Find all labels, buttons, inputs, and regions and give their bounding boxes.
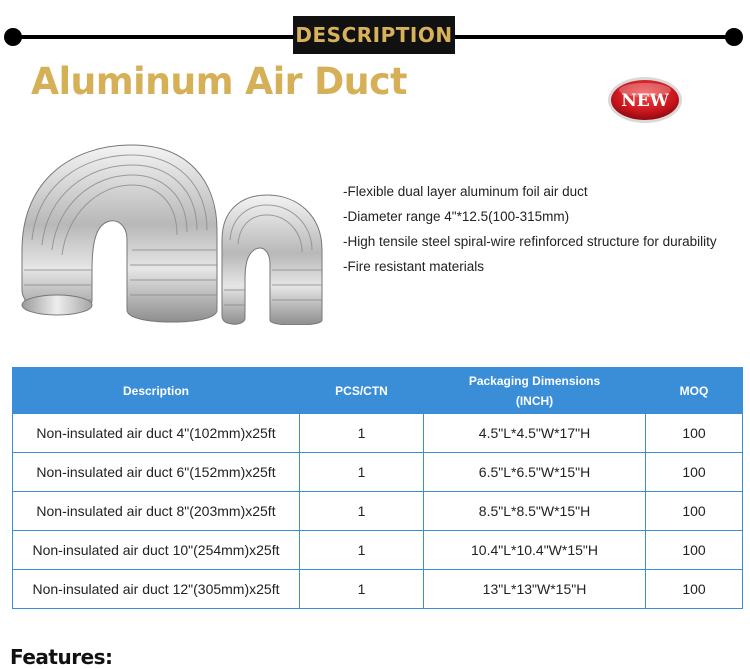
bullet-item: -Diameter range 4"*12.5(100-315mm) [343, 209, 570, 224]
cell-description: Non-insulated air duct 4"(102mm)x25ft [13, 414, 300, 453]
cell-pcs: 1 [300, 453, 424, 492]
cell-moq: 100 [646, 531, 743, 570]
table-row [13, 414, 743, 453]
cell-pcs: 1 [300, 531, 424, 570]
cell-moq: 100 [646, 414, 743, 453]
cell-dims: 6.5"L*6.5"W*15"H [424, 453, 646, 492]
table-row [13, 570, 743, 609]
features-heading: Features: [10, 645, 113, 669]
new-badge [606, 75, 684, 125]
cell-dims: 4.5"L*4.5"W*17"H [424, 414, 646, 453]
cell-dims: 10.4"L*10.4"W*15"H [424, 531, 646, 570]
product-title: Aluminum Air Duct [31, 60, 407, 103]
feature-bullets [343, 183, 717, 283]
header-packaging-line1: Packaging Dimensions [468, 373, 601, 388]
header-pcs-ctn: PCS/CTN [300, 368, 424, 414]
bullet-item: -High tensile steel spiral-wire refinforced structure for durability [343, 234, 717, 249]
table-row [13, 492, 743, 531]
cell-description: Non-insulated air duct 10"(254mm)x25ft [13, 531, 300, 570]
cell-moq: 100 [646, 453, 743, 492]
cell-pcs: 1 [300, 414, 424, 453]
table-header-row [13, 368, 743, 414]
table-row [13, 453, 743, 492]
banner-dot-left [4, 28, 22, 46]
header-packaging-line2: (INCH) [515, 393, 554, 408]
cell-description: Non-insulated air duct 8"(203mm)x25ft [13, 492, 300, 531]
cell-dims: 8.5"L*8.5"W*15"H [424, 492, 646, 531]
cell-description: Non-insulated air duct 12"(305mm)x25ft [13, 570, 300, 609]
cell-description: Non-insulated air duct 6"(152mm)x25ft [13, 453, 300, 492]
header-moq: MOQ [646, 368, 743, 414]
cell-pcs: 1 [300, 570, 424, 609]
header-description: Description [13, 368, 300, 414]
banner-dot-right [725, 28, 743, 46]
cell-pcs: 1 [300, 492, 424, 531]
header-packaging [424, 368, 646, 414]
description-banner: DESCRIPTION [293, 16, 455, 54]
cell-moq: 100 [646, 570, 743, 609]
spec-table [12, 367, 743, 609]
bullet-item: -Fire resistant materials [343, 259, 485, 274]
aluminum-duct-image [12, 140, 332, 325]
table-row [13, 531, 743, 570]
bullet-item: -Flexible dual layer aluminum foil air duct [343, 184, 588, 199]
new-badge-text: NEW [621, 91, 669, 111]
cell-moq: 100 [646, 492, 743, 531]
cell-dims: 13"L*13"W*15"H [424, 570, 646, 609]
